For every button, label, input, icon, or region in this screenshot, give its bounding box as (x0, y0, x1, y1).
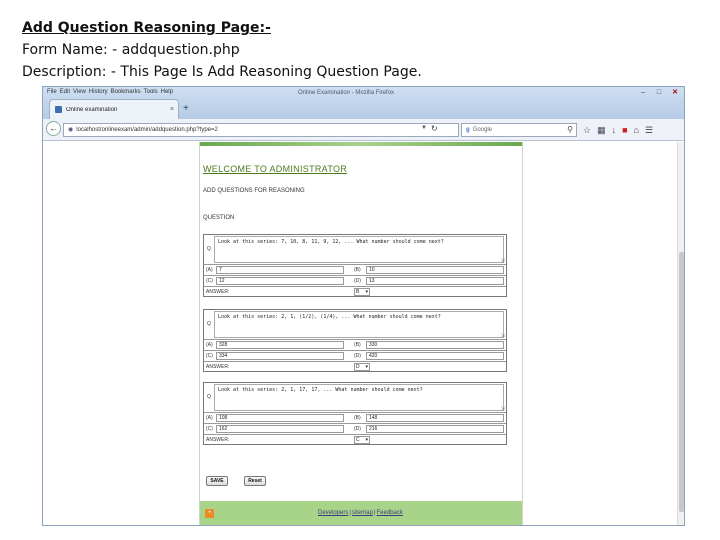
menu-icon[interactable]: ☰ (644, 125, 654, 135)
addon-icon[interactable]: ■ (622, 125, 628, 135)
navigation-bar (43, 119, 684, 141)
form-name-text: Form Name: - addquestion.php (22, 42, 240, 58)
question-textarea[interactable]: Look at this series: 2, 1, (1/2), (1/4), ... What number should come next? (214, 311, 504, 338)
resize-grip-icon[interactable]: ⇲ (500, 333, 505, 339)
option-b-label: (B) (354, 342, 361, 348)
search-placeholder: Google (472, 127, 493, 133)
menu-bookmarks[interactable]: Bookmarks (110, 89, 141, 95)
window-controls (636, 88, 682, 97)
question-row (204, 310, 506, 339)
answer-value: C (356, 437, 360, 443)
toolbar-icons (583, 124, 653, 136)
answer-value: D (356, 364, 360, 370)
tab-label: Online examination (66, 106, 118, 113)
question-label: QUESTION (203, 215, 235, 221)
option-c-label: (C) (206, 353, 213, 359)
answer-row (204, 286, 506, 297)
welcome-heading: WELCOME TO ADMINISTRATOR (203, 164, 348, 174)
options-row (204, 423, 506, 434)
option-d-input[interactable]: 13 (366, 277, 504, 285)
maximize-icon[interactable]: □ (656, 89, 662, 96)
favicon-icon (55, 106, 62, 113)
option-c-input[interactable]: 334 (216, 352, 344, 360)
tab-close-icon[interactable]: × (169, 106, 174, 113)
home-icon[interactable]: ⌂ (633, 125, 639, 135)
feedback-link[interactable]: Feedback (376, 510, 403, 516)
options-row (204, 339, 506, 350)
scrollbar[interactable] (677, 142, 684, 526)
doc-title: Add Question Reasoning Page:- (22, 20, 271, 36)
globe-icon: ◉ (68, 127, 74, 133)
option-c-input[interactable]: 12 (216, 277, 344, 285)
answer-select[interactable] (354, 436, 370, 444)
reload-icon[interactable]: ↻ (431, 124, 438, 133)
footer-separator: | (373, 510, 376, 516)
window-title: Online Examination - Mozilla Firefox (298, 90, 395, 96)
bookmark-star-icon[interactable]: ☆ (583, 125, 592, 135)
save-button[interactable]: SAVE (206, 476, 228, 486)
option-b-input[interactable]: 330 (366, 341, 504, 349)
option-d-label: (D) (354, 353, 361, 359)
menu-tools[interactable]: Tools (143, 89, 158, 95)
question-textarea[interactable]: Look at this series: 7, 10, 8, 11, 9, 12, ... What number should come next? (214, 236, 504, 263)
browser-tab[interactable] (49, 99, 179, 119)
option-c-label: (C) (206, 426, 213, 432)
answer-select[interactable] (354, 363, 370, 371)
admin-page (199, 142, 523, 526)
reset-button[interactable]: Reset (244, 476, 266, 486)
resize-grip-icon[interactable]: ⇲ (500, 258, 505, 264)
option-c-input[interactable]: 162 (216, 425, 344, 433)
resize-grip-icon[interactable]: ⇲ (500, 406, 505, 412)
search-bar[interactable] (461, 123, 577, 137)
option-b-input[interactable]: 10 (366, 266, 504, 274)
answer-label: ANSWER: (206, 364, 230, 370)
option-a-input[interactable]: 7 (216, 266, 344, 274)
sitemap-link[interactable]: sitemap (351, 510, 373, 516)
menu-view[interactable]: View (73, 89, 86, 95)
option-c-label: (C) (206, 278, 213, 284)
address-bar[interactable] (63, 123, 459, 137)
developers-link[interactable]: Developers (318, 510, 349, 516)
url-text: localhost/onlineexam/admin/addquestion.php?type=2 (76, 127, 218, 133)
options-row (204, 350, 506, 361)
search-icon[interactable]: ⚲ (567, 125, 573, 134)
option-b-input[interactable]: 148 (366, 414, 504, 422)
question-textarea[interactable]: Look at this series: 2, 1, 17, 17, ... What number should come next? (214, 384, 504, 411)
options-row (204, 412, 506, 423)
search-engine-icon: g (466, 127, 470, 133)
option-b-label: (B) (354, 415, 361, 421)
options-row (204, 275, 506, 286)
menu-file[interactable]: File (47, 89, 57, 95)
option-a-label: (A) (206, 415, 213, 421)
chevron-down-icon: ▾ (365, 437, 368, 443)
option-a-label: (A) (206, 342, 213, 348)
option-d-label: (D) (354, 426, 361, 432)
chevron-down-icon: ▾ (365, 364, 368, 370)
q-label: Q (207, 394, 211, 400)
menu-history[interactable]: History (88, 89, 108, 95)
browser-window (42, 86, 685, 526)
new-tab-icon[interactable]: + (183, 103, 189, 114)
question-row (204, 383, 506, 412)
footer-links (318, 510, 403, 516)
minimize-icon[interactable]: – (641, 89, 645, 96)
page-viewport (43, 142, 679, 526)
option-d-label: (D) (354, 278, 361, 284)
option-b-label: (B) (354, 267, 361, 273)
description-text: Description: - This Page Is Add Reasoning Question Page. (22, 64, 422, 80)
answer-value: B (356, 289, 360, 295)
page-footer (200, 501, 522, 526)
menu-help[interactable]: Help (160, 89, 173, 95)
answer-row (204, 361, 506, 372)
rss-icon[interactable]: • (205, 509, 214, 518)
bookmarks-list-icon[interactable]: ▦ (597, 125, 606, 135)
download-icon[interactable]: ↓ (611, 125, 617, 135)
answer-row (204, 434, 506, 445)
answer-label: ANSWER: (206, 289, 230, 295)
question-block (203, 234, 507, 297)
title-bar (43, 87, 684, 119)
question-block (203, 382, 507, 445)
options-row (204, 264, 506, 275)
question-block (203, 309, 507, 372)
back-arrow-icon[interactable]: ← (46, 121, 61, 136)
menu-bar (47, 89, 173, 98)
close-icon[interactable]: ✕ (672, 89, 678, 96)
option-a-input[interactable]: 108 (216, 414, 344, 422)
option-d-input[interactable]: 420 (366, 352, 504, 360)
chevron-down-icon: ▾ (365, 289, 368, 295)
url-dropdown-icon[interactable]: ▼ (421, 125, 427, 131)
scrollbar-thumb[interactable] (679, 252, 684, 512)
answer-select[interactable] (354, 288, 370, 296)
menu-edit[interactable]: Edit (59, 89, 71, 95)
answer-label: ANSWER: (206, 437, 230, 443)
option-a-label: (A) (206, 267, 213, 273)
q-label: Q (207, 246, 211, 252)
footer-separator: | (349, 510, 351, 516)
section-title: ADD QUESTIONS FOR REASONING (203, 188, 305, 194)
question-row (204, 235, 506, 264)
option-d-input[interactable]: 216 (366, 425, 504, 433)
header-band (200, 142, 522, 146)
option-a-input[interactable]: 328 (216, 341, 344, 349)
q-label: Q (207, 321, 211, 327)
